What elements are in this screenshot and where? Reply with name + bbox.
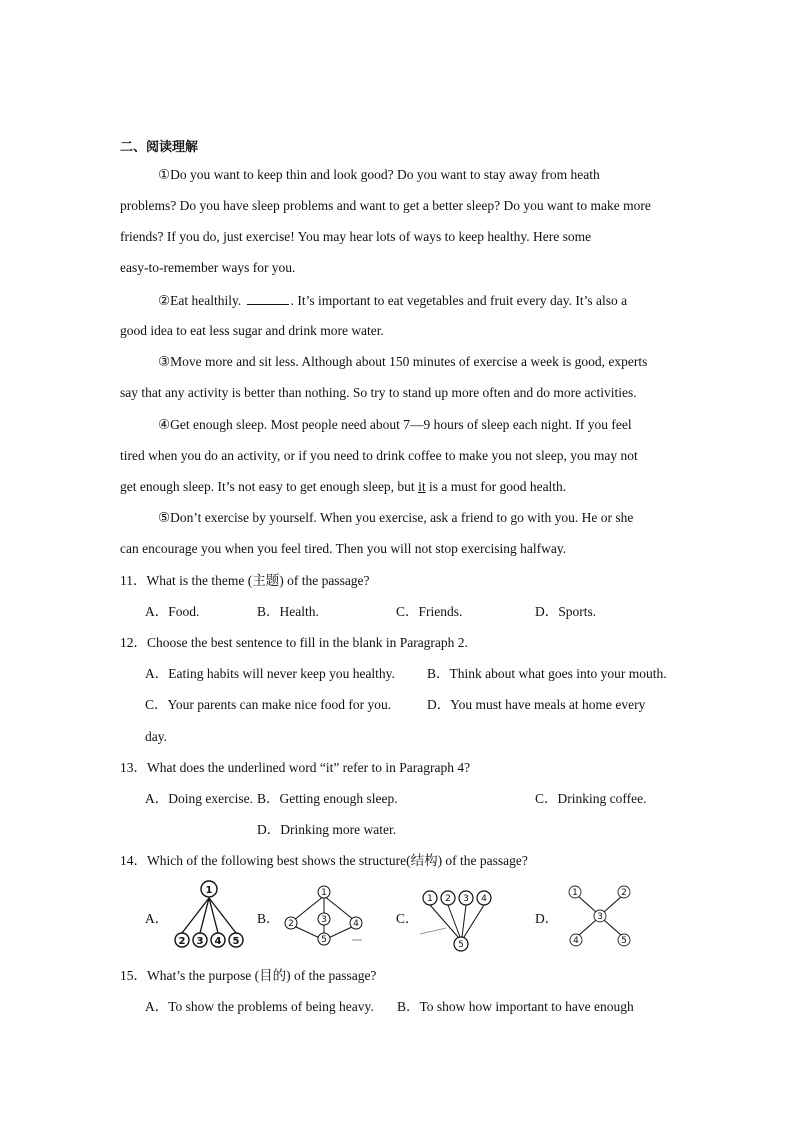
q14-option-b[interactable]: B． bbox=[257, 911, 280, 926]
svg-text:4: 4 bbox=[214, 936, 222, 947]
passage-p1-line4: easy-to-remember ways for you. bbox=[120, 260, 296, 275]
q11-option-d[interactable]: D．Sports. bbox=[535, 604, 597, 619]
fill-in-blank bbox=[247, 292, 289, 305]
svg-text:2: 2 bbox=[178, 936, 186, 947]
q12-option-d-continued: day. bbox=[145, 729, 167, 744]
passage-p2-line1 bbox=[158, 292, 627, 309]
q12-option-d[interactable]: D．You must have meals at home every bbox=[427, 697, 646, 712]
svg-text:1: 1 bbox=[321, 888, 327, 898]
passage-p4-line2: tired when you do an activity, or if you need to drink coffee to make you not sleep, you may not bbox=[120, 448, 638, 463]
svg-text:3: 3 bbox=[597, 912, 603, 922]
p4-text-before-it: get enough sleep. It’s not easy to get enough sleep, but bbox=[120, 479, 419, 494]
svg-text:5: 5 bbox=[321, 935, 327, 945]
q15-option-b[interactable]: B．To show how important to have enough bbox=[397, 999, 634, 1014]
svg-text:5: 5 bbox=[621, 936, 627, 946]
svg-text:3: 3 bbox=[321, 915, 327, 925]
structure-diagram-c bbox=[416, 884, 500, 957]
svg-text:1: 1 bbox=[427, 894, 433, 904]
passage-p1-line2: problems? Do you have sleep problems and want to get a better sleep? Do you want to make more bbox=[120, 198, 651, 213]
q13-stem: 13．What does the underlined word “it” refer to in Paragraph 4? bbox=[120, 760, 471, 775]
svg-text:4: 4 bbox=[353, 919, 359, 929]
svg-text:4: 4 bbox=[573, 936, 579, 946]
q12-stem: 12．Choose the best sentence to fill in the blank in Paragraph 2. bbox=[120, 635, 468, 650]
passage-p3-line1: ③Move more and sit less. Although about 150 minutes of exercise a week is good, experts bbox=[158, 354, 648, 369]
passage-p2-line2: good idea to eat less sugar and drink more water. bbox=[120, 323, 384, 338]
passage-p4-line1: ④Get enough sleep. Most people need about 7—9 hours of sleep each night. If you feel bbox=[158, 417, 632, 432]
q12-option-c[interactable]: C．Your parents can make nice food for you. bbox=[145, 697, 392, 712]
q12-option-a[interactable]: A．Eating habits will never keep you healthy. bbox=[145, 666, 395, 681]
q14-option-c[interactable]: C． bbox=[396, 911, 419, 926]
svg-text:4: 4 bbox=[481, 894, 487, 904]
p4-text-after-it: is a must for good health. bbox=[425, 479, 567, 494]
q13-option-d[interactable]: D．Drinking more water. bbox=[257, 822, 397, 837]
p2-text-after-blank: . It’s important to eat vegetables and fruit every day. It’s also a bbox=[290, 293, 628, 308]
svg-text:3: 3 bbox=[463, 894, 469, 904]
q11-stem: 11．What is the theme (主题) of the passage? bbox=[120, 573, 370, 588]
svg-text:5: 5 bbox=[232, 936, 240, 947]
structure-diagram-b bbox=[280, 884, 366, 953]
q13-option-c[interactable]: C．Drinking coffee. bbox=[535, 791, 647, 806]
passage-p5-line2: can encourage you when you feel tired. Then you will not stop exercising halfway. bbox=[120, 541, 567, 556]
passage-p1-line1: ①Do you want to keep thin and look good? Do you want to stay away from heath bbox=[158, 167, 600, 182]
q15-stem: 15．What’s the purpose (目的) of the passage? bbox=[120, 968, 377, 983]
structure-diagram-d bbox=[562, 882, 638, 955]
q11-option-a[interactable]: A．Food. bbox=[145, 604, 200, 619]
passage-p4-line3 bbox=[120, 479, 566, 495]
p2-text-before-blank: ②Eat healthily. bbox=[158, 293, 245, 308]
svg-text:2: 2 bbox=[288, 919, 294, 929]
q15-option-a[interactable]: A．To show the problems of being heavy. bbox=[145, 999, 374, 1014]
svg-text:1: 1 bbox=[205, 885, 213, 896]
svg-text:2: 2 bbox=[621, 888, 627, 898]
svg-text:5: 5 bbox=[458, 940, 464, 950]
q14-option-a[interactable]: A． bbox=[145, 911, 169, 926]
q14-option-d[interactable]: D． bbox=[535, 911, 559, 926]
q14-stem: 14．Which of the following best shows the structure(结构) of the passage? bbox=[120, 853, 528, 868]
svg-text:3: 3 bbox=[196, 936, 204, 947]
q13-option-b[interactable]: B．Getting enough sleep. bbox=[257, 791, 398, 806]
passage-p3-line2: say that any activity is better than nothing. So try to stand up more often and do more activities. bbox=[120, 385, 637, 400]
svg-text:2: 2 bbox=[445, 894, 451, 904]
q12-option-b[interactable]: B．Think about what goes into your mouth. bbox=[427, 666, 667, 681]
passage-p1-line3: friends? If you do, just exercise! You may hear lots of ways to keep healthy. Here some bbox=[120, 229, 592, 244]
svg-text:1: 1 bbox=[572, 888, 578, 898]
q13-option-a[interactable]: A．Doing exercise. bbox=[145, 791, 253, 806]
underlined-word-it: it bbox=[418, 479, 426, 494]
q11-option-b[interactable]: B．Health. bbox=[257, 604, 319, 619]
q11-option-c[interactable]: C．Friends. bbox=[396, 604, 463, 619]
passage-p5-line1: ⑤Don’t exercise by yourself. When you exercise, ask a friend to go with you. He or she bbox=[158, 510, 634, 525]
structure-diagram-a bbox=[168, 878, 250, 955]
section-heading: 二、阅读理解 bbox=[120, 140, 199, 155]
